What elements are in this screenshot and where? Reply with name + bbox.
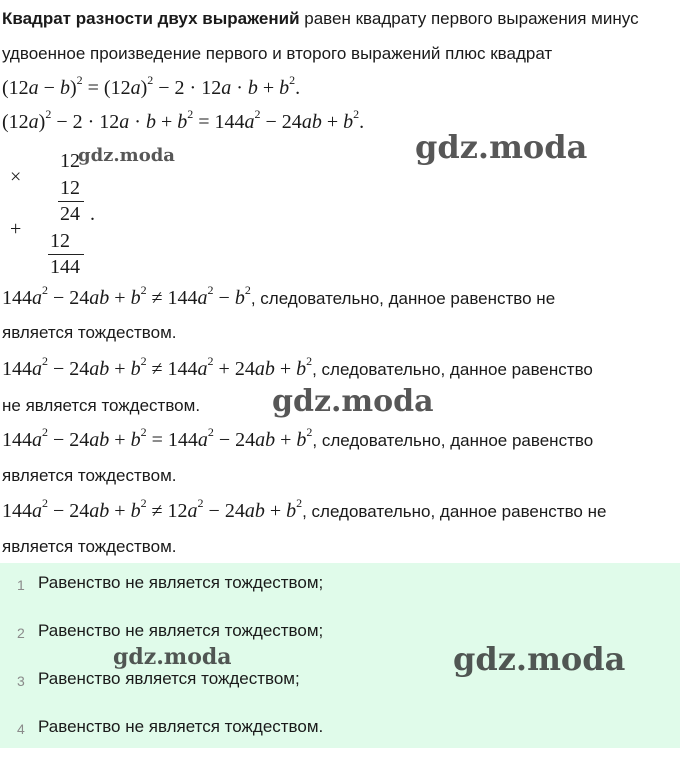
answer-text: Равенство не является тождеством; xyxy=(38,621,324,640)
partial-dot: . xyxy=(90,203,95,225)
rule-1 xyxy=(58,201,84,202)
watermark-large-2: gdz.moda xyxy=(272,384,434,419)
rule-2 xyxy=(48,254,84,255)
intro-line-1 xyxy=(2,9,639,29)
plus-sign: + xyxy=(10,218,22,240)
watermark-large-3: gdz.moda xyxy=(453,640,626,678)
answer-number: 4 xyxy=(17,721,25,737)
check-2-line-2: не является тождеством. xyxy=(2,396,201,415)
intro-line-2: удвоенное произведение первого и второго выражений плюс квадрат xyxy=(2,44,553,63)
check-4-line-2: является тождеством. xyxy=(2,537,177,556)
check-1-tail: , следовательно, данное равенство не xyxy=(250,289,556,308)
check-2 xyxy=(2,354,593,380)
check-4 xyxy=(2,496,607,522)
intro-rest: равен квадрату первого выражения минус xyxy=(299,9,639,28)
check-3 xyxy=(2,425,594,451)
answer-number: 2 xyxy=(17,625,25,641)
formula-square-expansion: $(12a - b)^2 = (12a)^2 - 2 \cdot 12a \cdot b + b^2$. xyxy=(2,73,301,99)
check-1-line-2: является тождеством. xyxy=(2,323,177,342)
check-3-tail: , следовательно, данное равенство xyxy=(312,431,594,450)
watermark-large-1: gdz.moda xyxy=(415,128,588,166)
formula-simplified: $(12a)^2 - 2 \cdot 12a \cdot b + b^2 = 144a^2 - 24ab + b^2$. xyxy=(2,107,365,133)
multiplicand: 12 xyxy=(60,150,80,172)
partial-product-2: 12 xyxy=(50,230,70,252)
check-1-formula: $144a^2 - 24ab + b^2 \ne 144a^2 - b^2$ xyxy=(2,283,251,309)
intro-bold-term: Квадрат разности двух выражений xyxy=(2,9,300,28)
answer-text: Равенство не является тождеством; xyxy=(38,573,324,592)
answer-text: Равенство не является тождеством. xyxy=(38,717,324,736)
multiplier: 12 xyxy=(60,177,80,199)
answer-number: 3 xyxy=(17,673,25,689)
check-4-formula: $144a^2 - 24ab + b^2 \ne 12a^2 - 24ab + b^2$ xyxy=(2,496,303,522)
check-4-tail: , следовательно, данное равенство не xyxy=(302,502,607,521)
answer-number: 1 xyxy=(17,577,25,593)
times-sign: × xyxy=(10,166,22,188)
check-2-formula: $144a^2 - 24ab + b^2 \ne 144a^2 + 24ab + b^2$ xyxy=(2,354,313,380)
check-2-tail: , следовательно, данное равенство xyxy=(312,360,593,379)
partial-product-1: 24 xyxy=(60,203,80,225)
answer-text: Равенство является тождеством; xyxy=(38,669,300,688)
watermark-small-2: gdz.moda xyxy=(113,644,232,670)
check-1 xyxy=(2,283,556,309)
watermark-small-1: gdz.moda xyxy=(78,145,175,166)
check-3-formula: $144a^2 - 24ab + b^2 = 144a^2 - 24ab + b^2$ xyxy=(2,425,313,451)
product-result: 144 xyxy=(50,256,80,278)
check-3-line-2: является тождеством. xyxy=(2,466,177,485)
